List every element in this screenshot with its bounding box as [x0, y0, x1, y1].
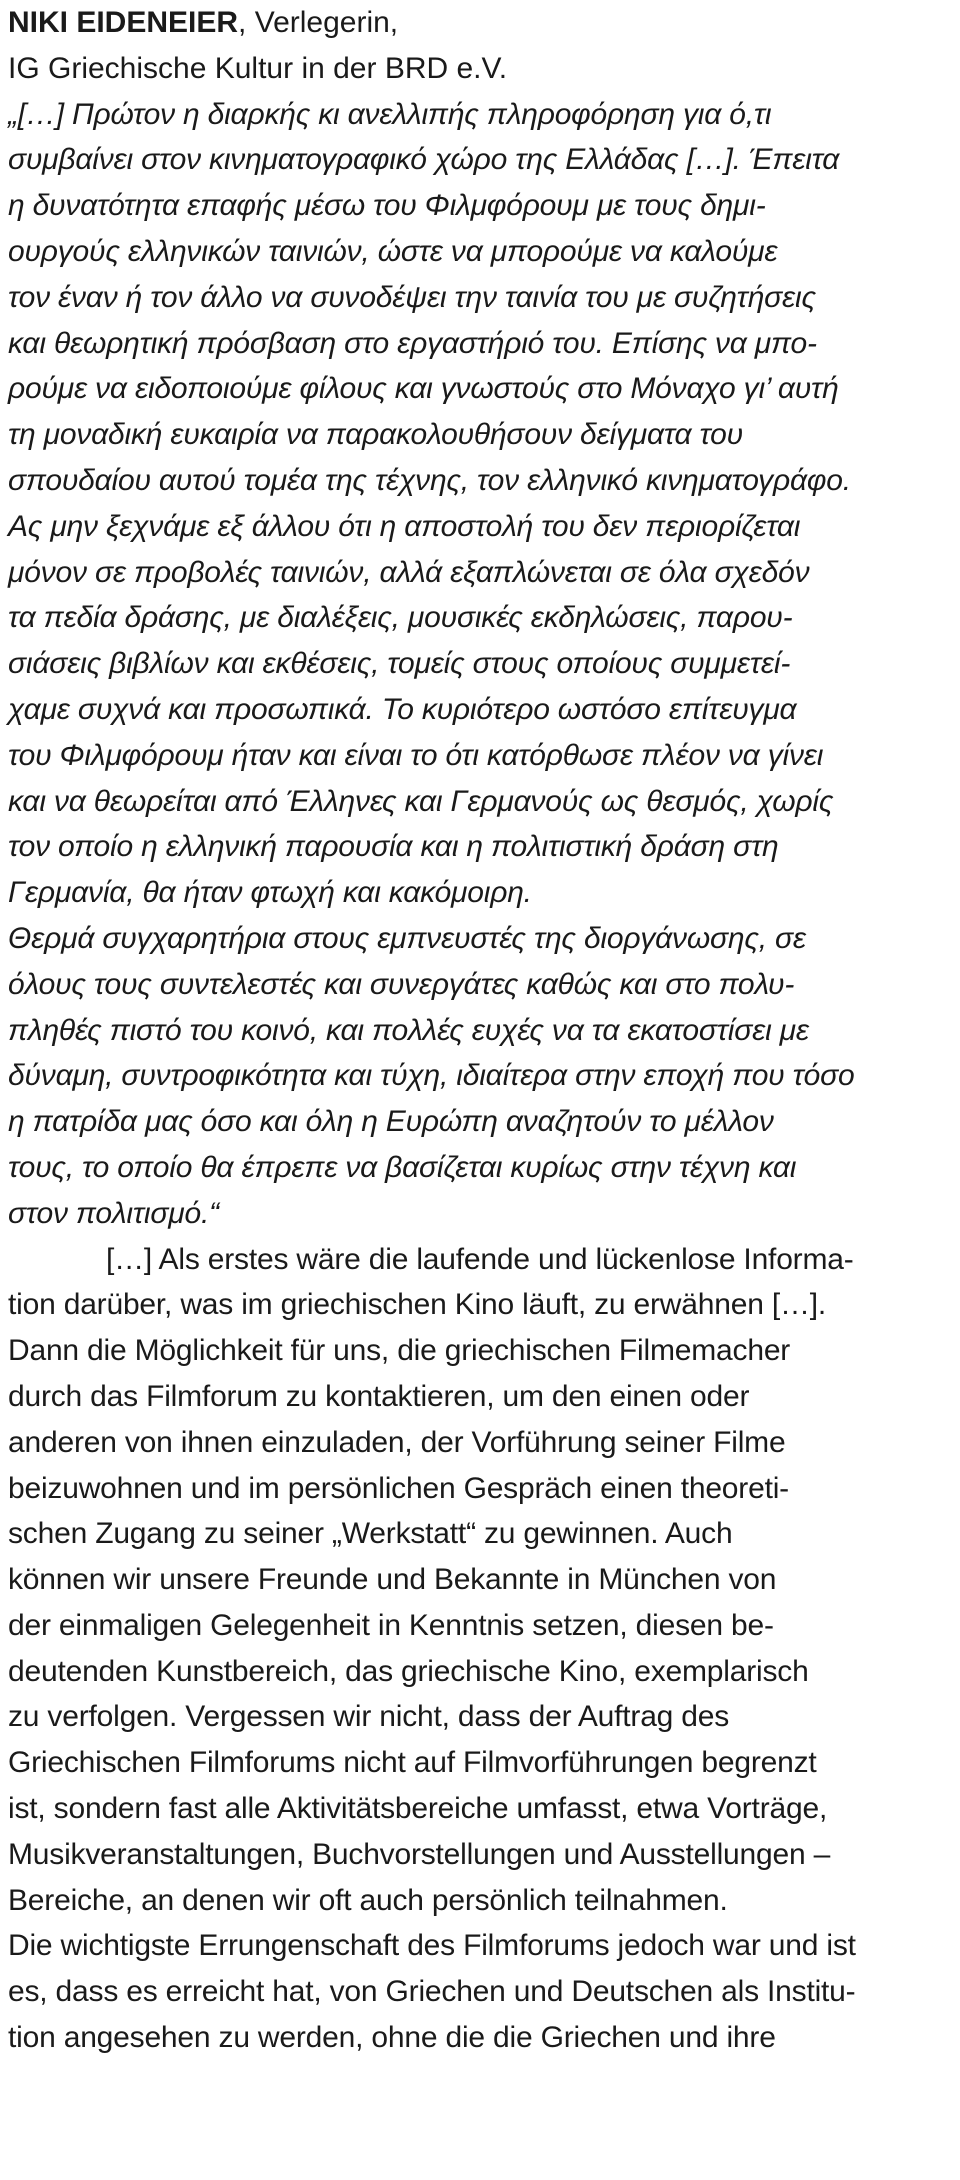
- german-line: tion angesehen zu werden, ohne die die Griechen und ihre: [8, 2021, 776, 2055]
- german-line: Die wichtigste Errungenschaft des Filmforums jedoch war und ist: [8, 1929, 856, 1963]
- author-header: [8, 0, 948, 92]
- greek-line: η δυνατότητα επαφής μέσω του Φιλμφόρουμ με τους δημι-: [8, 189, 766, 223]
- german-line: schen Zugang zu seiner „Werkstatt“ zu gewinnen. Auch: [8, 1517, 733, 1551]
- greek-line: και θεωρητική πρόσβαση στο εργαστήριό του. Επίσης να μπο-: [8, 326, 817, 360]
- greek-line: πληθές πιστό του κοινό, και πολλές ευχές να τα εκατοστίσει με: [8, 1013, 809, 1047]
- german-translation: [8, 1237, 948, 2061]
- german-line: […] Als erstes wäre die laufende und lückenlose Informa-: [106, 1242, 854, 1276]
- greek-line: στον πολιτισμό.“: [8, 1196, 219, 1230]
- greek-line: Ας μην ξεχνάμε εξ άλλου ότι η αποστολή του δεν περιορίζεται: [8, 509, 801, 543]
- greek-line: ουργούς ελληνικών ταινιών, ώστε να μπορούμε να καλούμε: [8, 234, 778, 268]
- german-line: der einmaligen Gelegenheit in Kenntnis setzen, diesen be-: [8, 1608, 774, 1642]
- greek-line: τους, το οποίο θα έπρεπε να βασίζεται κυρίως στην τέχνη και: [8, 1150, 797, 1184]
- greek-line: Θερμά συγχαρητήρια στους εμπνευστές της διοργάνωσης, σε: [8, 921, 806, 955]
- greek-line: σπουδαίου αυτού τομέα της τέχνης, τον ελληνικό κινηματογράφο.: [8, 463, 851, 497]
- greek-line: σιάσεις βιβλίων και εκθέσεις, τομείς στους οποίους συμμετεί-: [8, 647, 791, 681]
- german-line: Musikveranstaltungen, Buchvorstellungen und Ausstellungen –: [8, 1837, 831, 1871]
- german-line: deutenden Kunstbereich, das griechische Kino, exemplarisch: [8, 1654, 809, 1688]
- german-line: anderen von ihnen einzuladen, der Vorführung seiner Filme: [8, 1425, 786, 1459]
- german-line: können wir unsere Freunde und Bekannte in München von: [8, 1563, 777, 1597]
- author-role: , Verlegerin,: [238, 6, 399, 39]
- document-column: [8, 0, 948, 2061]
- greek-line: δύναμη, συντροφικότητα και τύχη, ιδιαίτερα στην εποχή που τόσο: [8, 1059, 855, 1093]
- greek-line: και να θεωρείται από Έλληνες και Γερμανούς ως θεσμός, χωρίς: [8, 784, 834, 818]
- greek-line: τον οποίο η ελληνική παρουσία και η πολιτιστική δράση στη: [8, 830, 779, 864]
- greek-line: μόνον σε προβολές ταινιών, αλλά εξαπλώνεται σε όλα σχεδόν: [8, 555, 810, 589]
- greek-line: Γερμανία, θα ήταν φτωχή και κακόμοιρη.: [8, 876, 532, 910]
- greek-line: ρούμε να ειδοποιούμε φίλους και γνωστούς στο Μόναχο γι’ αυτή: [8, 372, 839, 406]
- greek-quote: [8, 92, 948, 1237]
- german-line: tion darüber, was im griechischen Kino läuft, zu erwähnen […].: [8, 1288, 827, 1322]
- german-line: Griechischen Filmforums nicht auf Filmvorführungen begrenzt: [8, 1746, 817, 1780]
- greek-line: „[…] Πρώτον η διαρκής κι ανελλιπής πληροφόρηση για ό,τι: [8, 97, 772, 131]
- greek-line: τη μοναδική ευκαιρία να παρακολουθήσουν δείγματα του: [8, 418, 743, 452]
- german-line: ist, sondern fast alle Aktivitätsbereiche umfasst, etwa Vorträge,: [8, 1792, 828, 1826]
- greek-line: του Φιλμφόρουμ ήταν και είναι το ότι κατόρθωσε πλέον να γίνει: [8, 738, 824, 772]
- german-line: es, dass es erreicht hat, von Griechen und Deutschen als Institu-: [8, 1975, 856, 2009]
- greek-line: όλους τους συντελεστές και συνεργάτες καθώς και στο πολυ-: [8, 967, 795, 1001]
- german-line: Bereiche, an denen wir oft auch persönlich teilnahmen.: [8, 1883, 728, 1917]
- german-line: durch das Filmforum zu kontaktieren, um den einen oder: [8, 1379, 750, 1413]
- greek-line: τα πεδία δράσης, με διαλέξεις, μουσικές εκδηλώσεις, παρου-: [8, 601, 793, 635]
- german-line: beizuwohnen und im persönlichen Gespräch einen theoreti-: [8, 1471, 789, 1505]
- greek-line: συμβαίνει στον κινηματογραφικό χώρο της Ελλάδας […]. Έπειτα: [8, 143, 840, 177]
- greek-line: η πατρίδα μας όσο και όλη η Ευρώπη αναζητούν το μέλλον: [8, 1105, 774, 1139]
- author-name: NIKI EIDENEIER: [8, 6, 239, 39]
- german-line: Dann die Möglichkeit für uns, die griechischen Filmemacher: [8, 1334, 791, 1368]
- greek-line: χαμε συχνά και προσωπικά. Το κυριότερο ωστόσο επίτευγμα: [8, 692, 797, 726]
- german-line: zu verfolgen. Vergessen wir nicht, dass der Auftrag des: [8, 1700, 730, 1734]
- greek-line: τον έναν ή τον άλλο να συνοδέψει την ταινία του με συζητήσεις: [8, 280, 816, 314]
- organization: IG Griechische Kultur in der BRD e.V.: [8, 51, 508, 85]
- author-line: [8, 0, 948, 46]
